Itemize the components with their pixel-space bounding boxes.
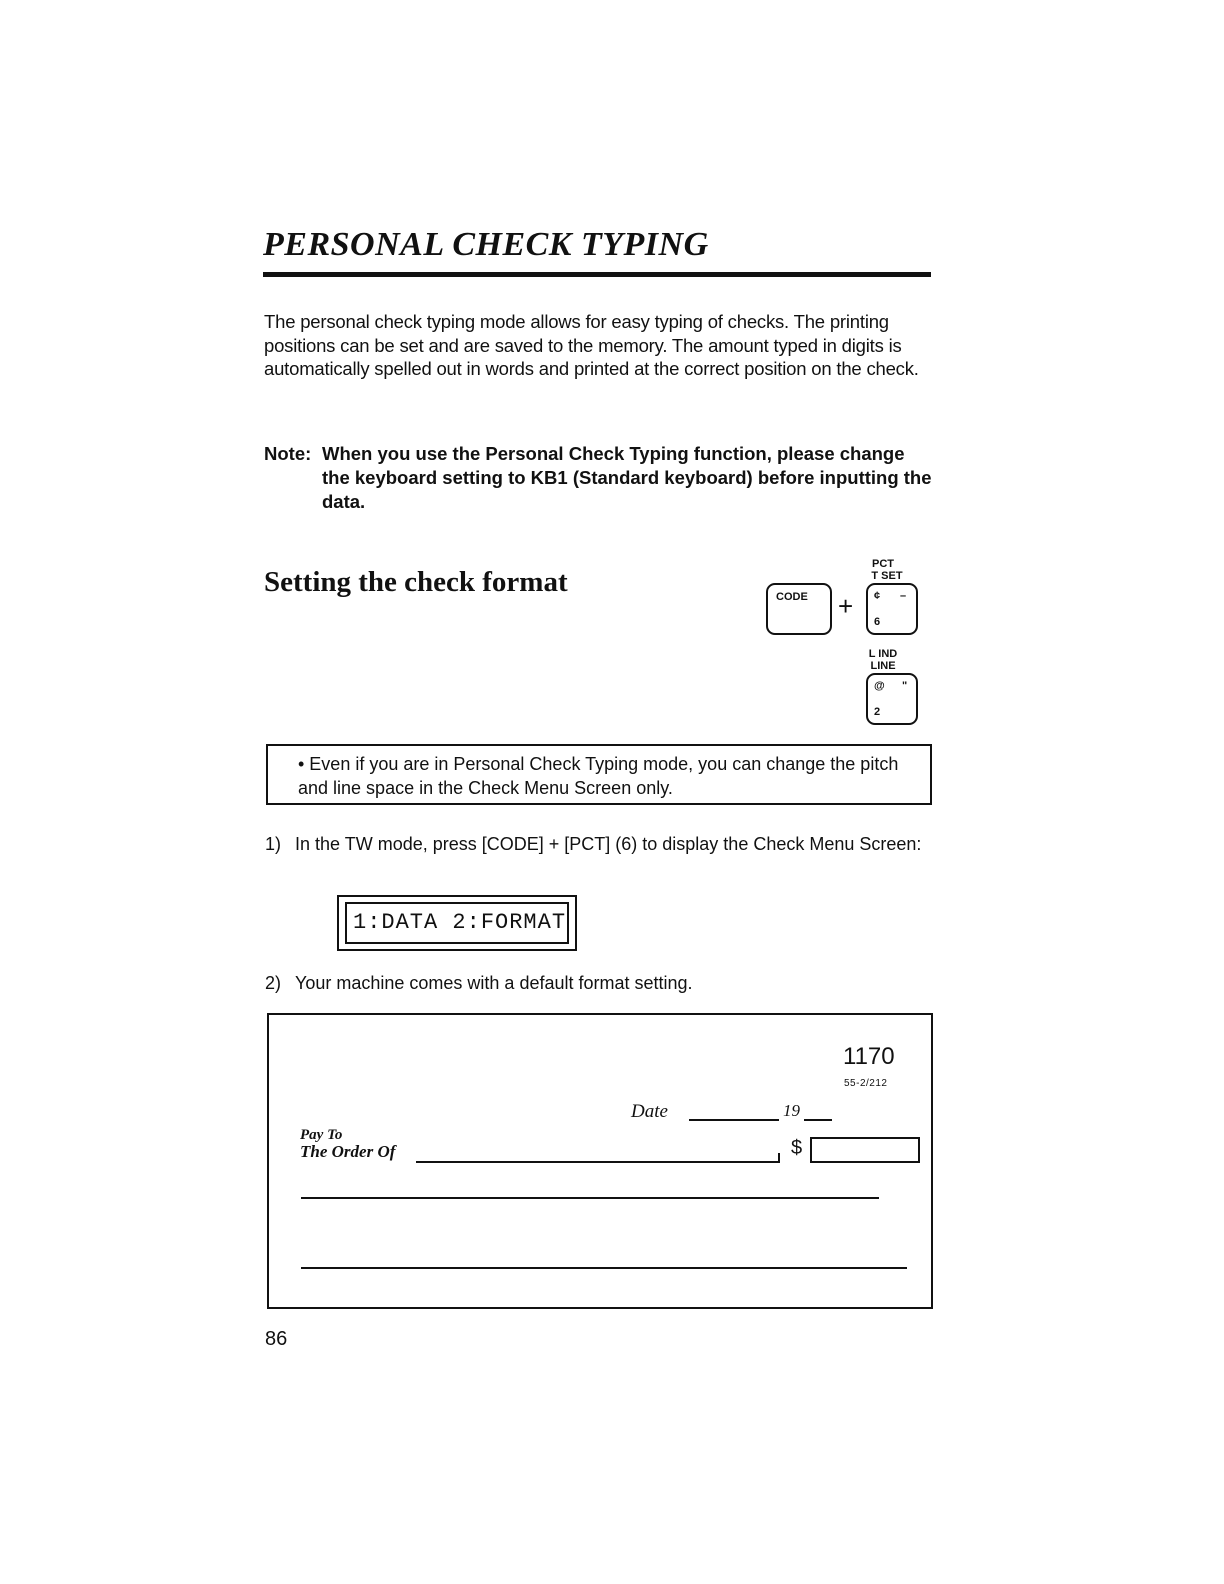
pct-key bbox=[866, 583, 918, 635]
check-number: 1170 bbox=[843, 1043, 895, 1070]
year-prefix: 19 bbox=[783, 1101, 800, 1120]
pct-key-dash: – bbox=[900, 590, 907, 602]
step-1 bbox=[265, 832, 933, 882]
step-1-number: 1) bbox=[265, 834, 282, 854]
pct-key-digit: 6 bbox=[874, 616, 881, 628]
check-illustration bbox=[267, 1013, 933, 1309]
key-diagram bbox=[760, 555, 930, 730]
dollar-sign: $ bbox=[791, 1137, 803, 1159]
lind-key-label: L IND bbox=[868, 648, 898, 660]
step-1-text: In the TW mode, press [CODE] + [PCT] (6) to display the Check Menu Screen: bbox=[295, 834, 922, 854]
section-title: Setting the check format bbox=[264, 566, 568, 598]
step-2-number: 2) bbox=[265, 973, 282, 993]
page-title: PERSONAL CHECK TYPING bbox=[263, 226, 709, 263]
title-underline bbox=[263, 272, 931, 277]
lcd-inner-frame bbox=[345, 902, 569, 944]
pct-key-label: PCT bbox=[872, 558, 894, 570]
date-line bbox=[689, 1119, 779, 1121]
intro-paragraph: The personal check typing mode allows for easy typing of checks. The printing positions can be set and are saved to the memory. The amount typed in digits is automatically spelled out in words and printed at the correct position on the check. bbox=[264, 311, 919, 379]
step-2-text: Your machine comes with a default format setting. bbox=[295, 973, 693, 993]
year-line bbox=[804, 1119, 832, 1121]
routing-number: 55-2/212 bbox=[844, 1078, 888, 1089]
info-box bbox=[266, 744, 932, 805]
payee-line-tick bbox=[778, 1153, 780, 1163]
payee-line bbox=[416, 1161, 780, 1163]
date-label: Date bbox=[631, 1101, 668, 1122]
lind-key-quote: " bbox=[902, 680, 908, 692]
lind-key-sublabel: LINE bbox=[870, 660, 896, 672]
lind-key-digit: 2 bbox=[874, 706, 881, 718]
pct-key-sublabel: T SET bbox=[871, 570, 903, 582]
order-of-label: The Order Of bbox=[300, 1142, 396, 1161]
note-label: Note: bbox=[264, 443, 312, 464]
code-key-label: CODE bbox=[776, 591, 808, 603]
info-text: • Even if you are in Personal Check Typing mode, you can change the pitch and line space in the Check Menu Screen only. bbox=[298, 754, 899, 798]
amount-box bbox=[810, 1137, 920, 1163]
pct-key-cent: ¢ bbox=[874, 590, 881, 602]
memo-line bbox=[301, 1267, 907, 1269]
code-key bbox=[766, 583, 832, 635]
lcd-display bbox=[337, 895, 577, 951]
page-number: 86 bbox=[265, 1328, 288, 1350]
lcd-text: 1:DATA 2:FORMAT bbox=[353, 910, 567, 935]
lind-key bbox=[866, 673, 918, 725]
plus-sign: + bbox=[838, 591, 854, 621]
amount-words-line bbox=[301, 1197, 879, 1199]
lind-key-at: @ bbox=[874, 680, 885, 692]
step-2 bbox=[265, 971, 933, 997]
pay-to-label: Pay To bbox=[300, 1127, 343, 1143]
note-text: When you use the Personal Check Typing function, please change the keyboard setting to KB1 (Standard keyboard) before inputting the data. bbox=[322, 443, 932, 512]
